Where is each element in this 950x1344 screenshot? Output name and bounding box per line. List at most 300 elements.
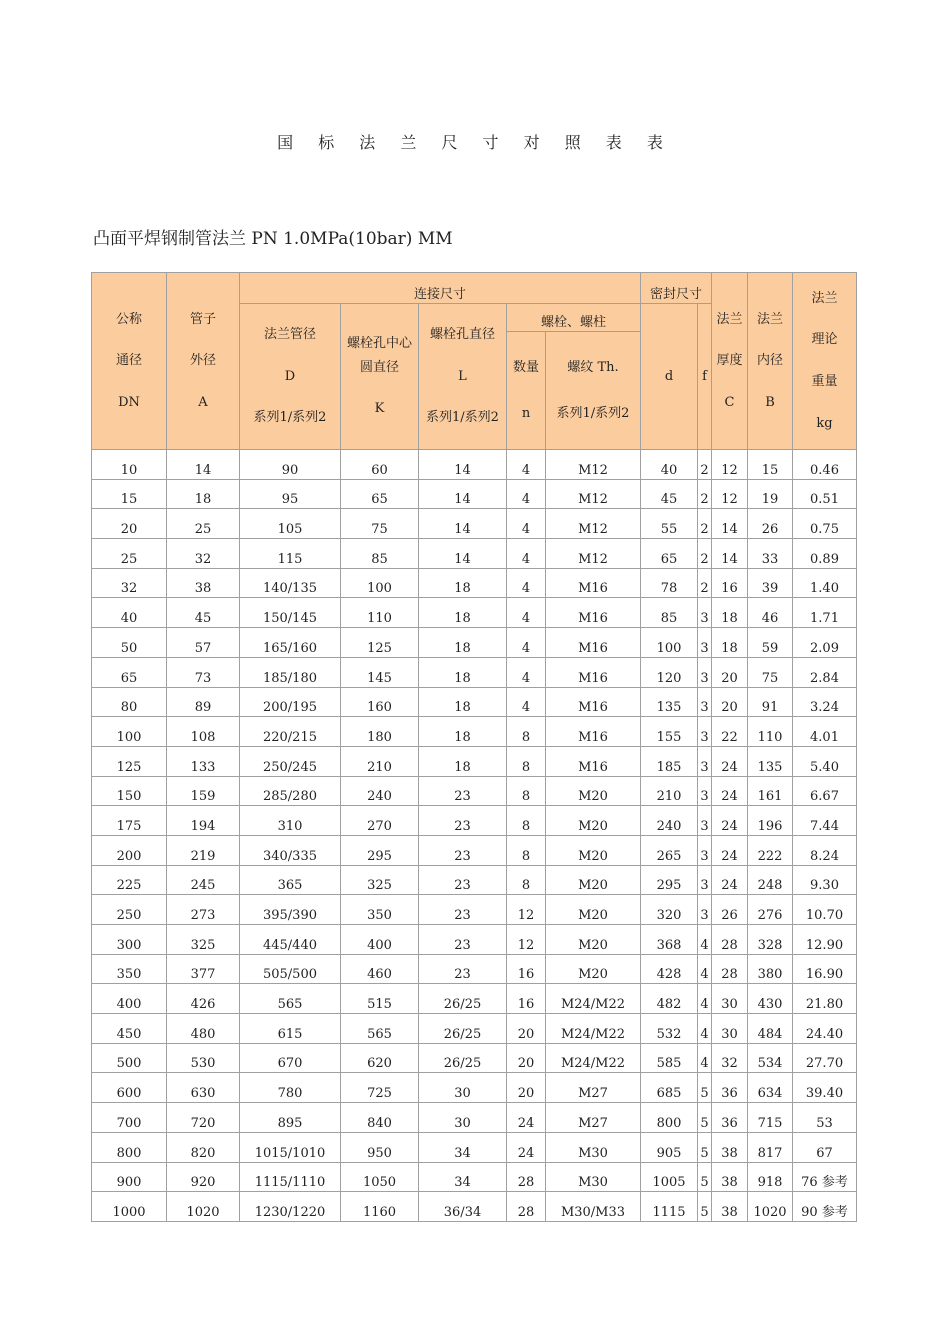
cell-dn: 32	[92, 569, 166, 598]
cell-weight: 2.09	[793, 628, 856, 657]
cell-thread: M16	[546, 717, 640, 746]
cell-thickness: 26	[712, 895, 747, 924]
header-thread: 螺纹 Th. 系列1/系列2	[546, 332, 640, 449]
header-seal-size: 密封尺寸	[641, 273, 711, 303]
cell-seal-d: 295	[641, 866, 697, 895]
cell-pipe-od: 630	[167, 1073, 239, 1102]
cell-bolt-qty: 8	[507, 747, 545, 776]
table-row	[92, 1192, 856, 1221]
cell-thickness: 24	[712, 747, 747, 776]
cell-bolt-circle: 400	[341, 925, 418, 954]
cell-bolt-qty: 20	[507, 1073, 545, 1102]
cell-bolt-qty: 24	[507, 1103, 545, 1132]
cell-bolt-circle: 350	[341, 895, 418, 924]
cell-bolt-hole: 23	[419, 777, 506, 806]
cell-bolt-circle: 180	[341, 717, 418, 746]
cell-inner-diameter: 75	[748, 658, 792, 687]
flange-dimension-table	[91, 272, 857, 1222]
cell-bolt-hole: 18	[419, 598, 506, 627]
cell-seal-f: 4	[698, 1014, 711, 1043]
cell-bolt-circle: 1050	[341, 1163, 418, 1192]
cell-thread: M24/M22	[546, 1014, 640, 1043]
cell-bolt-hole: 30	[419, 1103, 506, 1132]
cell-weight: 16.90	[793, 955, 856, 984]
cell-thread: M20	[546, 866, 640, 895]
table-header	[92, 273, 856, 449]
cell-thread: M27	[546, 1073, 640, 1102]
cell-weight: 6.67	[793, 777, 856, 806]
header-pipe-od: 管子 外径 A	[167, 273, 239, 449]
cell-bolt-hole: 18	[419, 658, 506, 687]
cell-thread: M20	[546, 955, 640, 984]
cell-thread: M12	[546, 450, 640, 479]
cell-dn: 350	[92, 955, 166, 984]
cell-dn: 40	[92, 598, 166, 627]
cell-thickness: 32	[712, 1044, 747, 1073]
header-weight: 法兰 理论 重量 kg	[793, 273, 856, 449]
cell-seal-d: 185	[641, 747, 697, 776]
cell-inner-diameter: 248	[748, 866, 792, 895]
cell-bolt-hole: 14	[419, 450, 506, 479]
cell-thread: M16	[546, 598, 640, 627]
cell-inner-diameter: 328	[748, 925, 792, 954]
cell-bolt-hole: 23	[419, 925, 506, 954]
cell-pipe-od: 530	[167, 1044, 239, 1073]
cell-pipe-od: 920	[167, 1163, 239, 1192]
cell-pipe-od: 273	[167, 895, 239, 924]
cell-seal-d: 45	[641, 480, 697, 509]
cell-bolt-circle: 725	[341, 1073, 418, 1102]
cell-bolt-hole: 18	[419, 628, 506, 657]
cell-thread: M27	[546, 1103, 640, 1132]
cell-bolt-circle: 270	[341, 806, 418, 835]
cell-bolt-qty: 4	[507, 569, 545, 598]
cell-seal-d: 482	[641, 984, 697, 1013]
cell-bolt-circle: 100	[341, 569, 418, 598]
header-bolt-hole: 螺栓孔直径 L 系列1/系列2	[419, 304, 506, 449]
header-bolt-circle: 螺栓孔中心 圆直径 K	[341, 304, 418, 449]
cell-pipe-od: 25	[167, 509, 239, 538]
cell-thickness: 20	[712, 658, 747, 687]
cell-flange-d: 185/180	[240, 658, 340, 687]
cell-weight: 10.70	[793, 895, 856, 924]
cell-bolt-qty: 16	[507, 984, 545, 1013]
cell-seal-d: 65	[641, 539, 697, 568]
table-row	[92, 480, 856, 509]
cell-seal-d: 135	[641, 688, 697, 717]
cell-seal-f: 2	[698, 509, 711, 538]
cell-pipe-od: 194	[167, 806, 239, 835]
table-row	[92, 1163, 856, 1192]
cell-seal-f: 2	[698, 450, 711, 479]
cell-bolt-hole: 23	[419, 895, 506, 924]
cell-inner-diameter: 135	[748, 747, 792, 776]
cell-inner-diameter: 19	[748, 480, 792, 509]
cell-thickness: 12	[712, 480, 747, 509]
cell-weight: 9.30	[793, 866, 856, 895]
cell-bolt-qty: 8	[507, 806, 545, 835]
cell-seal-f: 3	[698, 747, 711, 776]
cell-flange-d: 90	[240, 450, 340, 479]
cell-seal-f: 4	[698, 925, 711, 954]
cell-bolt-circle: 145	[341, 658, 418, 687]
cell-inner-diameter: 15	[748, 450, 792, 479]
table-row	[92, 688, 856, 717]
cell-thickness: 12	[712, 450, 747, 479]
cell-seal-d: 100	[641, 628, 697, 657]
header-seal-d: d	[641, 304, 697, 449]
cell-bolt-qty: 4	[507, 658, 545, 687]
cell-seal-d: 428	[641, 955, 697, 984]
cell-bolt-circle: 1160	[341, 1192, 418, 1221]
cell-dn: 125	[92, 747, 166, 776]
table-row	[92, 509, 856, 538]
cell-bolt-qty: 8	[507, 717, 545, 746]
cell-bolt-circle: 60	[341, 450, 418, 479]
table-row	[92, 1014, 856, 1043]
cell-thickness: 14	[712, 509, 747, 538]
cell-bolt-qty: 12	[507, 925, 545, 954]
cell-inner-diameter: 534	[748, 1044, 792, 1073]
cell-pipe-od: 219	[167, 836, 239, 865]
header-thickness: 法兰 厚度 C	[712, 273, 747, 449]
cell-dn: 15	[92, 480, 166, 509]
cell-thread: M16	[546, 747, 640, 776]
cell-bolt-circle: 210	[341, 747, 418, 776]
cell-flange-d: 365	[240, 866, 340, 895]
cell-weight: 76 参考	[793, 1163, 856, 1192]
cell-flange-d: 395/390	[240, 895, 340, 924]
cell-seal-f: 5	[698, 1163, 711, 1192]
table-row	[92, 628, 856, 657]
cell-seal-d: 265	[641, 836, 697, 865]
cell-weight: 7.44	[793, 806, 856, 835]
cell-pipe-od: 480	[167, 1014, 239, 1043]
cell-weight: 21.80	[793, 984, 856, 1013]
cell-weight: 1.40	[793, 569, 856, 598]
cell-thickness: 18	[712, 628, 747, 657]
cell-seal-f: 3	[698, 895, 711, 924]
cell-bolt-circle: 85	[341, 539, 418, 568]
cell-bolt-hole: 30	[419, 1073, 506, 1102]
cell-weight: 53	[793, 1103, 856, 1132]
cell-flange-d: 565	[240, 984, 340, 1013]
cell-seal-f: 3	[698, 717, 711, 746]
cell-flange-d: 220/215	[240, 717, 340, 746]
cell-dn: 10	[92, 450, 166, 479]
table-row	[92, 1073, 856, 1102]
table-row	[92, 836, 856, 865]
table-row	[92, 806, 856, 835]
table-row	[92, 717, 856, 746]
cell-seal-d: 368	[641, 925, 697, 954]
cell-thickness: 28	[712, 955, 747, 984]
cell-bolt-hole: 34	[419, 1163, 506, 1192]
table-row	[92, 866, 856, 895]
cell-bolt-qty: 28	[507, 1163, 545, 1192]
header-seal-f: f	[698, 304, 711, 449]
header-bolt-qty: 数量 n	[507, 332, 545, 449]
cell-flange-d: 670	[240, 1044, 340, 1073]
cell-bolt-circle: 240	[341, 777, 418, 806]
cell-pipe-od: 325	[167, 925, 239, 954]
cell-weight: 0.75	[793, 509, 856, 538]
cell-flange-d: 445/440	[240, 925, 340, 954]
table-row	[92, 598, 856, 627]
cell-thread: M24/M22	[546, 984, 640, 1013]
cell-pipe-od: 45	[167, 598, 239, 627]
cell-flange-d: 105	[240, 509, 340, 538]
cell-pipe-od: 159	[167, 777, 239, 806]
cell-dn: 600	[92, 1073, 166, 1102]
cell-bolt-hole: 14	[419, 539, 506, 568]
cell-bolt-qty: 4	[507, 450, 545, 479]
cell-seal-d: 55	[641, 509, 697, 538]
cell-bolt-circle: 325	[341, 866, 418, 895]
cell-bolt-circle: 295	[341, 836, 418, 865]
cell-flange-d: 140/135	[240, 569, 340, 598]
cell-thickness: 20	[712, 688, 747, 717]
table-row	[92, 925, 856, 954]
cell-thickness: 16	[712, 569, 747, 598]
cell-bolt-circle: 515	[341, 984, 418, 1013]
cell-seal-f: 5	[698, 1073, 711, 1102]
cell-bolt-circle: 460	[341, 955, 418, 984]
cell-seal-f: 3	[698, 688, 711, 717]
header-bolts: 螺栓、螺柱	[507, 304, 640, 331]
cell-bolt-qty: 8	[507, 777, 545, 806]
cell-dn: 175	[92, 806, 166, 835]
cell-bolt-qty: 20	[507, 1014, 545, 1043]
cell-bolt-hole: 23	[419, 836, 506, 865]
cell-thread: M20	[546, 895, 640, 924]
cell-weight: 90 参考	[793, 1192, 856, 1221]
cell-inner-diameter: 430	[748, 984, 792, 1013]
cell-inner-diameter: 39	[748, 569, 792, 598]
cell-weight: 12.90	[793, 925, 856, 954]
cell-seal-f: 5	[698, 1103, 711, 1132]
cell-dn: 500	[92, 1044, 166, 1073]
table-row	[92, 984, 856, 1013]
cell-flange-d: 1230/1220	[240, 1192, 340, 1221]
cell-thread: M30	[546, 1163, 640, 1192]
cell-weight: 1.71	[793, 598, 856, 627]
cell-thickness: 24	[712, 777, 747, 806]
cell-weight: 8.24	[793, 836, 856, 865]
cell-bolt-hole: 18	[419, 569, 506, 598]
cell-thread: M16	[546, 628, 640, 657]
table-subtitle: 凸面平焊钢制管法兰 PN 1.0MPa(10bar) MM	[93, 229, 453, 249]
table-row	[92, 450, 856, 479]
cell-pipe-od: 89	[167, 688, 239, 717]
cell-pipe-od: 108	[167, 717, 239, 746]
cell-seal-d: 240	[641, 806, 697, 835]
cell-pipe-od: 245	[167, 866, 239, 895]
cell-dn: 400	[92, 984, 166, 1013]
cell-bolt-qty: 4	[507, 688, 545, 717]
cell-bolt-circle: 75	[341, 509, 418, 538]
cell-flange-d: 310	[240, 806, 340, 835]
cell-thread: M12	[546, 480, 640, 509]
cell-pipe-od: 426	[167, 984, 239, 1013]
cell-bolt-circle: 65	[341, 480, 418, 509]
cell-bolt-qty: 16	[507, 955, 545, 984]
cell-flange-d: 1015/1010	[240, 1133, 340, 1162]
cell-seal-f: 5	[698, 1192, 711, 1221]
cell-thickness: 36	[712, 1103, 747, 1132]
cell-weight: 4.01	[793, 717, 856, 746]
cell-seal-f: 4	[698, 955, 711, 984]
cell-bolt-qty: 4	[507, 480, 545, 509]
cell-dn: 700	[92, 1103, 166, 1132]
cell-bolt-hole: 18	[419, 688, 506, 717]
cell-bolt-qty: 28	[507, 1192, 545, 1221]
cell-weight: 0.46	[793, 450, 856, 479]
cell-bolt-qty: 20	[507, 1044, 545, 1073]
cell-thickness: 38	[712, 1133, 747, 1162]
cell-thread: M20	[546, 777, 640, 806]
cell-seal-f: 2	[698, 539, 711, 568]
cell-bolt-qty: 4	[507, 509, 545, 538]
cell-bolt-qty: 8	[507, 866, 545, 895]
cell-bolt-circle: 950	[341, 1133, 418, 1162]
cell-seal-d: 210	[641, 777, 697, 806]
cell-bolt-hole: 26/25	[419, 1044, 506, 1073]
table-row	[92, 895, 856, 924]
cell-pipe-od: 14	[167, 450, 239, 479]
cell-flange-d: 505/500	[240, 955, 340, 984]
cell-bolt-hole: 34	[419, 1133, 506, 1162]
cell-flange-d: 780	[240, 1073, 340, 1102]
cell-inner-diameter: 26	[748, 509, 792, 538]
cell-pipe-od: 32	[167, 539, 239, 568]
cell-weight: 0.51	[793, 480, 856, 509]
table-row	[92, 658, 856, 687]
cell-inner-diameter: 1020	[748, 1192, 792, 1221]
cell-seal-f: 3	[698, 628, 711, 657]
cell-flange-d: 615	[240, 1014, 340, 1043]
cell-bolt-hole: 18	[419, 717, 506, 746]
cell-seal-d: 532	[641, 1014, 697, 1043]
cell-pipe-od: 1020	[167, 1192, 239, 1221]
cell-seal-d: 1005	[641, 1163, 697, 1192]
table-row	[92, 747, 856, 776]
cell-thread: M30/M33	[546, 1192, 640, 1221]
cell-thread: M20	[546, 806, 640, 835]
cell-bolt-qty: 8	[507, 836, 545, 865]
cell-bolt-hole: 26/25	[419, 1014, 506, 1043]
cell-seal-d: 40	[641, 450, 697, 479]
cell-inner-diameter: 110	[748, 717, 792, 746]
table-row	[92, 1103, 856, 1132]
table-row	[92, 955, 856, 984]
cell-thickness: 30	[712, 1014, 747, 1043]
cell-inner-diameter: 276	[748, 895, 792, 924]
cell-inner-diameter: 196	[748, 806, 792, 835]
cell-bolt-circle: 125	[341, 628, 418, 657]
document-title: 国 标 法 兰 尺 寸 对 照 表 表	[277, 133, 673, 152]
cell-thickness: 38	[712, 1192, 747, 1221]
cell-seal-d: 155	[641, 717, 697, 746]
cell-thickness: 38	[712, 1163, 747, 1192]
cell-dn: 200	[92, 836, 166, 865]
cell-thickness: 22	[712, 717, 747, 746]
cell-inner-diameter: 380	[748, 955, 792, 984]
cell-bolt-circle: 110	[341, 598, 418, 627]
cell-weight: 2.84	[793, 658, 856, 687]
cell-bolt-circle: 620	[341, 1044, 418, 1073]
cell-seal-f: 5	[698, 1133, 711, 1162]
cell-bolt-qty: 4	[507, 628, 545, 657]
cell-thread: M12	[546, 539, 640, 568]
cell-weight: 3.24	[793, 688, 856, 717]
cell-thread: M30	[546, 1133, 640, 1162]
cell-flange-d: 95	[240, 480, 340, 509]
cell-bolt-hole: 18	[419, 747, 506, 776]
cell-flange-d: 285/280	[240, 777, 340, 806]
cell-seal-d: 905	[641, 1133, 697, 1162]
cell-bolt-hole: 26/25	[419, 984, 506, 1013]
cell-pipe-od: 820	[167, 1133, 239, 1162]
cell-inner-diameter: 33	[748, 539, 792, 568]
cell-bolt-circle: 160	[341, 688, 418, 717]
cell-bolt-qty: 4	[507, 539, 545, 568]
cell-inner-diameter: 484	[748, 1014, 792, 1043]
cell-seal-f: 3	[698, 598, 711, 627]
cell-flange-d: 895	[240, 1103, 340, 1132]
cell-bolt-qty: 12	[507, 895, 545, 924]
cell-flange-d: 115	[240, 539, 340, 568]
cell-bolt-hole: 23	[419, 806, 506, 835]
cell-dn: 20	[92, 509, 166, 538]
cell-seal-d: 78	[641, 569, 697, 598]
cell-dn: 450	[92, 1014, 166, 1043]
cell-pipe-od: 18	[167, 480, 239, 509]
cell-dn: 100	[92, 717, 166, 746]
cell-thickness: 14	[712, 539, 747, 568]
cell-bolt-hole: 23	[419, 955, 506, 984]
cell-dn: 1000	[92, 1192, 166, 1221]
cell-weight: 67	[793, 1133, 856, 1162]
cell-thread: M16	[546, 658, 640, 687]
table-row	[92, 1133, 856, 1162]
cell-seal-f: 3	[698, 658, 711, 687]
cell-seal-d: 685	[641, 1073, 697, 1102]
cell-seal-d: 800	[641, 1103, 697, 1132]
cell-thickness: 24	[712, 836, 747, 865]
cell-inner-diameter: 161	[748, 777, 792, 806]
cell-weight: 0.89	[793, 539, 856, 568]
cell-dn: 150	[92, 777, 166, 806]
header-flange-d: 法兰管径 D 系列1/系列2	[240, 304, 340, 449]
cell-seal-f: 3	[698, 836, 711, 865]
cell-seal-f: 4	[698, 1044, 711, 1073]
cell-seal-f: 2	[698, 569, 711, 598]
cell-inner-diameter: 817	[748, 1133, 792, 1162]
cell-dn: 800	[92, 1133, 166, 1162]
cell-dn: 225	[92, 866, 166, 895]
cell-seal-d: 85	[641, 598, 697, 627]
cell-flange-d: 250/245	[240, 747, 340, 776]
cell-inner-diameter: 59	[748, 628, 792, 657]
cell-pipe-od: 73	[167, 658, 239, 687]
cell-dn: 25	[92, 539, 166, 568]
cell-thickness: 28	[712, 925, 747, 954]
cell-thread: M20	[546, 836, 640, 865]
cell-thickness: 30	[712, 984, 747, 1013]
cell-seal-f: 3	[698, 806, 711, 835]
cell-seal-d: 120	[641, 658, 697, 687]
